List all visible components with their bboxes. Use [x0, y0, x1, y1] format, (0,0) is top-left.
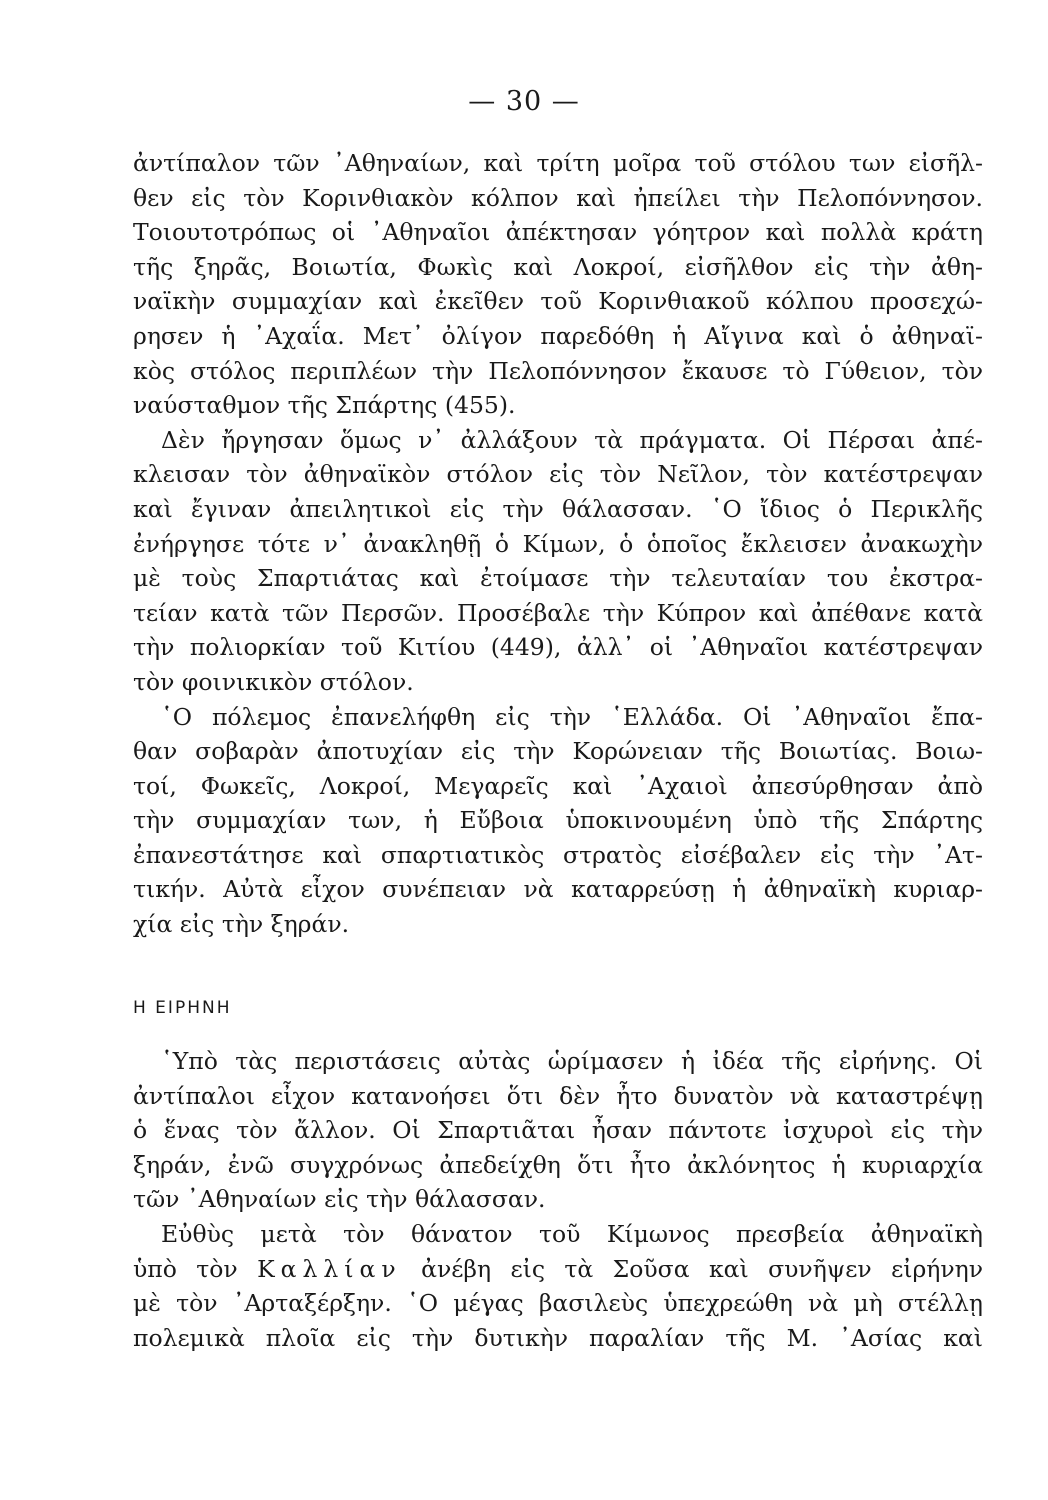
- text-fragment: ὑπὸ τὸν: [133, 1254, 238, 1283]
- text-line: τῆς ξηρᾶς, Βοιωτία, Φωκὶς καὶ Λοκροί, εἰσῆλθον εἰς τὴν ἀθη-: [133, 252, 983, 281]
- text-line: ξηράν, ἐνῶ συγχρόνως ἀπεδείχθη ὅτι ἦτο ἀκλόνητος ἡ κυριαρχία: [133, 1150, 983, 1179]
- text-line: ῾Υπὸ τὰς περιστάσεις αὐτὰς ὡρίμασεν ἡ ἰδέα τῆς εἰρήνης. Οἱ: [161, 1047, 983, 1075]
- section-1-text: [133, 146, 983, 942]
- text-line: ἀντίπαλοι εἶχον κατανοήσει ὅτι δὲν ἦτο δυνατὸν νὰ καταστρέψῃ: [133, 1081, 983, 1110]
- section-heading: Η ΕΙΡΗΝΗ: [133, 998, 232, 1018]
- text-line: Εὐθὺς μετὰ τὸν θάνατον τοῦ Κίμωνος πρεσβεία ἀθηναϊκὴ: [161, 1219, 983, 1248]
- text-line: τὸν φοινικικὸν στόλον.: [133, 667, 414, 696]
- text-line: θεν εἰς τὸν Κορινθιακὸν κόλπον καὶ ἠπείλει τὴν Πελοπόννησον.: [133, 183, 983, 212]
- text-line: ρησεν ἡ ᾿Αχαΐα. Μετ᾿ ὀλίγον παρεδόθη ἡ Αἴγινα καὶ ὁ ἀθηναϊ-: [133, 321, 983, 350]
- text-line: ὁ ἕνας τὸν ἄλλον. Οἱ Σπαρτιᾶται ἦσαν πάντοτε ἰσχυροὶ εἰς τὴν: [133, 1116, 983, 1145]
- text-line: ναύσταθμον τῆς Σπάρτης (455).: [133, 391, 516, 420]
- text-line: τὴν συμμαχίαν των, ἡ Εὔβοια ὑποκινουμένη ὑπὸ τῆς Σπάρτης: [133, 806, 983, 835]
- text-line: πολεμικὰ πλοῖα εἰς τὴν δυτικὴν παραλίαν τῆς Μ. ᾿Ασίας καὶ: [133, 1323, 983, 1352]
- text-line: Δὲν ἤργησαν ὅμως ν᾿ ἀλλάξουν τὰ πράγματα. Οἱ Πέρσαι ἀπέ-: [161, 425, 983, 454]
- section-2-text: [133, 1044, 983, 1355]
- text-line: κὸς στόλος περιπλέων τὴν Πελοπόννησον ἔκαυσε τὸ Γύθειον, τὸν: [133, 356, 983, 385]
- text-line: ἀντίπαλον τῶν ᾿Αθηναίων, καὶ τρίτη μοῖρα τοῦ στόλου των εἰσῆλ-: [133, 149, 983, 177]
- text-line: τοί, Φωκεῖς, Λοκροί, Μεγαρεῖς καὶ ᾿Αχαιοὶ ἀπεσύρθησαν ἀπὸ: [133, 771, 983, 800]
- text-line: τικήν. Αὐτὰ εἶχον συνέπειαν νὰ καταρρεύσῃ ἡ ἀθηναϊκὴ κυριαρ-: [133, 875, 983, 904]
- text-line: Τοιουτοτρόπως οἱ ᾿Αθηναῖοι ἀπέκτησαν γόητρον καὶ πολλὰ κράτη: [133, 218, 983, 247]
- page-number: — 30 —: [468, 86, 580, 117]
- text-line: τείαν κατὰ τῶν Περσῶν. Προσέβαλε τὴν Κύπρον καὶ ἀπέθανε κατὰ: [133, 598, 983, 627]
- text-line: [133, 1252, 983, 1287]
- text-line: ἐνήργησε τότε ν᾿ ἀνακληθῇ ὁ Κίμων, ὁ ὁποῖος ἔκλεισεν ἀνακωχὴν: [133, 529, 983, 558]
- text-line: ἐπανεστάτησε καὶ σπαρτιατικὸς στρατὸς εἰσέβαλεν εἰς τὴν ᾿Ατ-: [133, 840, 983, 869]
- text-line: τῶν ᾿Αθηναίων εἰς τὴν θάλασσαν.: [133, 1185, 546, 1214]
- text-line: ναϊκὴν συμμαχίαν καὶ ἐκεῖθεν τοῦ Κορινθιακοῦ κόλπου προσεχώ-: [133, 287, 983, 316]
- spaced-name-kallias: Καλλίαν: [257, 1254, 402, 1283]
- text-line: μὲ τὸν ᾿Αρταξέρξην. ῾Ο μέγας βασιλεὺς ὑπεχρεώθη νὰ μὴ στέλλῃ: [133, 1289, 983, 1318]
- text-line: ῾Ο πόλεμος ἐπανελήφθη εἰς τὴν ῾Ελλάδα. Οἱ ᾿Αθηναῖοι ἔπα-: [161, 702, 983, 731]
- text-line: θαν σοβαρὰν ἀποτυχίαν εἰς τὴν Κορώνειαν τῆς Βοιωτίας. Βοιω-: [133, 737, 983, 766]
- text-line: καὶ ἔγιναν ἀπειλητικοὶ εἰς τὴν θάλασσαν. ῾Ο ἴδιος ὁ Περικλῆς: [133, 494, 983, 523]
- text-line: κλεισαν τὸν ἀθηναϊκὸν στόλον εἰς τὸν Νεῖλον, τὸν κατέστρεψαν: [133, 460, 983, 489]
- text-line: μὲ τοὺς Σπαρτιάτας καὶ ἐτοίμασε τὴν τελευταίαν του ἐκστρα-: [133, 564, 983, 593]
- text-line: χία εἰς τὴν ξηράν.: [133, 910, 350, 939]
- text-line: τὴν πολιορκίαν τοῦ Κιτίου (449), ἀλλ᾿ οἱ ᾿Αθηναῖοι κατέστρεψαν: [133, 633, 983, 662]
- text-fragment: ἀνέβη εἰς τὰ Σοῦσα καὶ συνῆψεν εἰρήνην: [421, 1254, 983, 1283]
